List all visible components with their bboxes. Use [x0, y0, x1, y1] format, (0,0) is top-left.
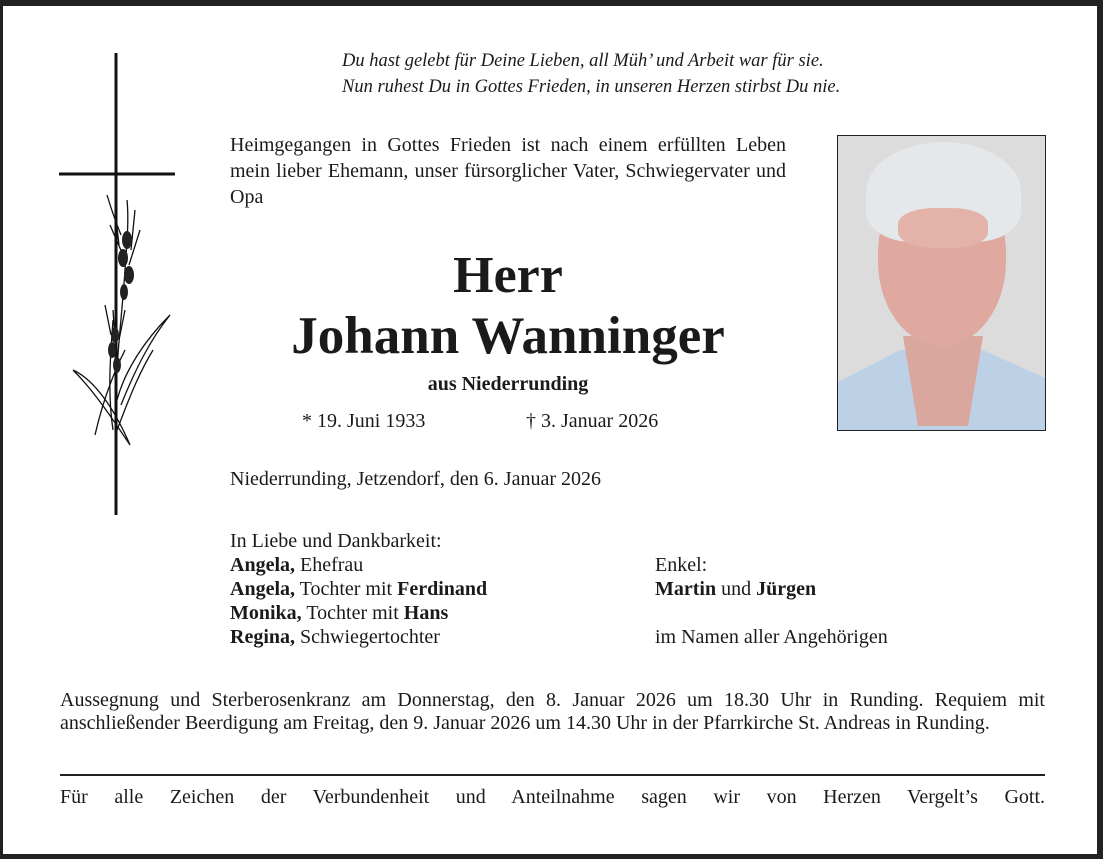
- salutation: Herr: [453, 247, 563, 304]
- place-date: Niederrunding, Jetzendorf, den 6. Januar 2026: [230, 468, 601, 490]
- grandchildren-label: Enkel:: [655, 554, 708, 576]
- cross-with-wheat-icon: [55, 50, 180, 520]
- divider: [60, 774, 1045, 776]
- mourner: Monika, Tochter mit Hans: [230, 602, 449, 624]
- others: im Namen aller Angehörigen: [655, 626, 888, 648]
- origin: aus Niederrunding: [427, 373, 589, 395]
- mourners-right: [655, 553, 888, 649]
- motto-verse: [342, 48, 840, 100]
- grandchildren: Martin und Jürgen: [655, 578, 817, 600]
- mourner: Angela, Tochter mit Ferdinand: [230, 578, 488, 600]
- death-date: † 3. Januar 2026: [526, 410, 659, 432]
- mourner: Regina, Schwiegertochter: [230, 626, 440, 648]
- thanks-line: Für alle Zeichen der Verbundenheit und Anteilnahme sagen wir von Herzen Vergelt’s Gott.: [60, 786, 1045, 808]
- portrait-photo: [837, 135, 1046, 431]
- service-info: Aussegnung und Sterberosenkranz am Donnerstag, den 8. Januar 2026 um 18.30 Uhr in Runding. Requiem mit anschließender Beerdigung am Freitag, den 9. Januar 2026 um 14.30 Uhr in der Pfarrkirche St. Andreas in Runding.: [60, 689, 1045, 734]
- motto-line-1: Du hast gelebt für Deine Lieben, all Müh’ und Arbeit war für sie.: [342, 51, 824, 71]
- birth-date: * 19. Juni 1933: [302, 410, 426, 432]
- mourners-left: [230, 529, 487, 649]
- motto-line-2: Nun ruhest Du in Gottes Frieden, in unseren Herzen stirbst Du nie.: [342, 77, 841, 97]
- deceased-name: Johann Wanninger: [291, 307, 725, 365]
- mourners-heading: In Liebe und Dankbarkeit:: [230, 530, 442, 552]
- intro-text: Heimgegangen in Gottes Frieden ist nach einem erfüllten Leben mein lieber Ehemann, unser fürsorglicher Vater, Schwiegervater und Opa: [230, 134, 786, 208]
- mourner: Angela, Ehefrau: [230, 554, 364, 576]
